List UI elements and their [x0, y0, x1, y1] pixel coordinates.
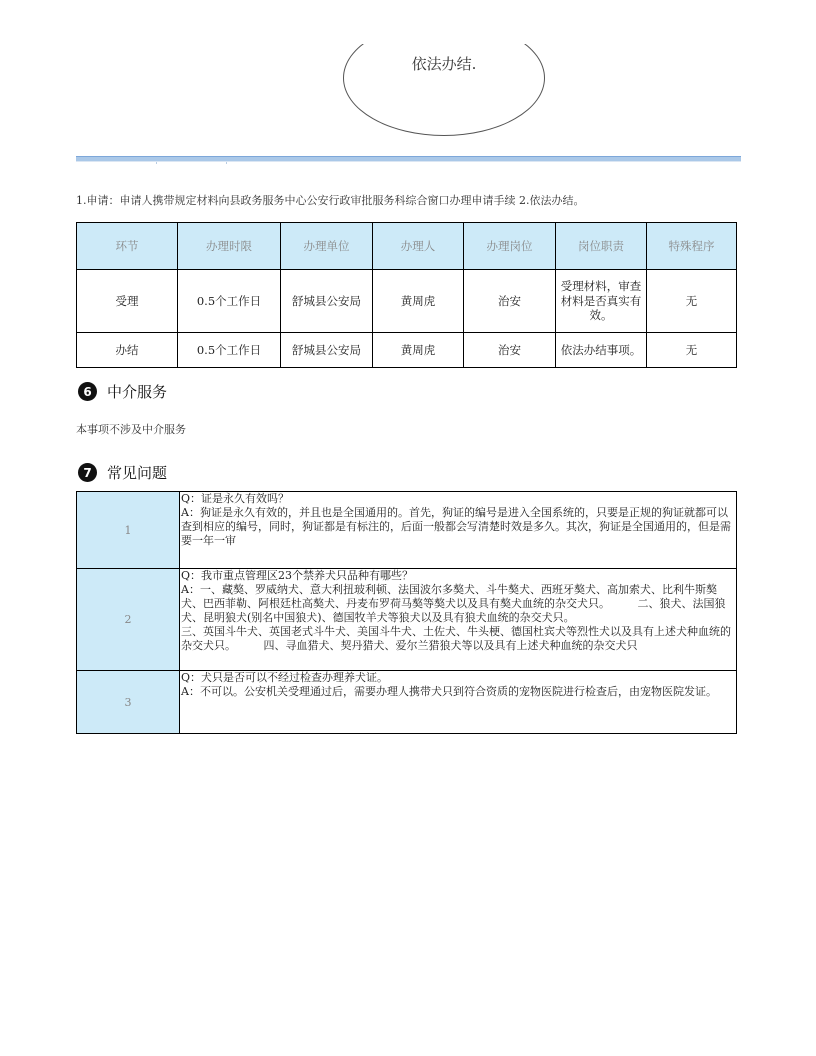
- flowchart-end-label: 依法办结.: [411, 55, 477, 73]
- process-table: [76, 222, 737, 368]
- cell-unit: 舒城县公安局: [281, 333, 373, 368]
- header-duty: 岗位职责: [556, 223, 647, 270]
- faq-content: [180, 492, 737, 569]
- faq-question: Q：证是永久有效吗？: [181, 492, 290, 505]
- faq-answer: A：一、藏獒、罗威纳犬、意大利扭玻利顿、法国波尔多獒犬、斗牛獒犬、西班牙獒犬、高加索犬、比利牛斯獒犬、巴西菲勒、阿根廷杜高獒犬、丹麦布罗荷马獒等獒犬以及具有獒犬血统的杂交犬只。 二、狼犬、法国狼犬、昆明狼犬(别名中国狼犬)、德国牧羊犬等狼犬以及具有狼犬血统的杂交犬只。: [181, 583, 726, 624]
- section-divider-shadow: [76, 161, 741, 162]
- intermediary-text: 本事项不涉及中介服务: [76, 423, 186, 436]
- header-handler: 办理人: [373, 223, 464, 270]
- section-number-badge: 7: [78, 463, 97, 482]
- intermediary-section-heading: [78, 381, 167, 402]
- cell-stage: 受理: [77, 270, 178, 333]
- cell-time-limit: 0.5个工作日: [178, 333, 281, 368]
- header-special: 特殊程序: [647, 223, 737, 270]
- faq-question: Q：我市重点管理区23个禁养犬只品种有哪些？: [181, 569, 414, 582]
- cell-duty: 受理材料，审查材料是否真实有效。: [556, 270, 647, 333]
- faq-row: [77, 492, 737, 569]
- cell-unit: 舒城县公安局: [281, 270, 373, 333]
- faq-table: [76, 491, 737, 734]
- faq-content: [180, 671, 737, 734]
- section-title: 中介服务: [107, 383, 168, 401]
- table-row: [77, 333, 737, 368]
- section-number-badge: 6: [78, 382, 97, 401]
- cell-handler: 黄周虎: [373, 333, 464, 368]
- faq-row: [77, 569, 737, 671]
- faq-answer-continued: 三、英国斗牛犬、英国老式斗牛犬、美国斗牛犬、土佐犬、牛头梗、德国杜宾犬等烈性犬以及具有上述犬种血统的杂交犬只。 四、寻血猎犬、契丹猎犬、爱尔兰猎狼犬等以及具有上述犬种血统的杂交犬只: [181, 625, 731, 652]
- faq-section-heading: [78, 462, 167, 483]
- header-unit: 办理单位: [281, 223, 373, 270]
- table-row: [77, 270, 737, 333]
- header-time-limit: 办理时限: [178, 223, 281, 270]
- cell-special: 无: [647, 333, 737, 368]
- faq-answer: A：狗证是永久有效的，并且也是全国通用的。首先，狗证的编号是进入全国系统的，只要是正规的狗证就都可以查到相应的编号，同时，狗证都是有标注的，后面一般都会写清楚时效是多久。其次，狗证是全国通用的，但是需要一年一审: [181, 506, 731, 547]
- cell-post: 治安: [464, 333, 556, 368]
- cell-time-limit: 0.5个工作日: [178, 270, 281, 333]
- page-top-margin: [0, 0, 816, 44]
- cell-handler: 黄周虎: [373, 270, 464, 333]
- cell-stage: 办结: [77, 333, 178, 368]
- faq-index: 3: [77, 671, 180, 734]
- faq-content: [180, 569, 737, 671]
- header-post: 办理岗位: [464, 223, 556, 270]
- cell-special: 无: [647, 270, 737, 333]
- faq-row: [77, 671, 737, 734]
- cell-post: 治安: [464, 270, 556, 333]
- faq-index: 2: [77, 569, 180, 671]
- process-description: 1.申请：申请人携带规定材料向县政务服务中心公安行政审批服务科综合窗口办理申请手续 2.依法办结。: [76, 194, 585, 207]
- section-title: 常见问题: [107, 464, 168, 482]
- cell-duty: 依法办结事项。: [556, 333, 647, 368]
- faq-question: Q：犬只是否可以不经过检查办理养犬证。: [181, 671, 389, 684]
- header-stage: 环节: [77, 223, 178, 270]
- table-header-row: [77, 223, 737, 270]
- faq-index: 1: [77, 492, 180, 569]
- faq-answer: A：不可以。公安机关受理通过后，需要办理人携带犬只到符合资质的宠物医院进行检查后，由宠物医院发证。: [181, 685, 717, 698]
